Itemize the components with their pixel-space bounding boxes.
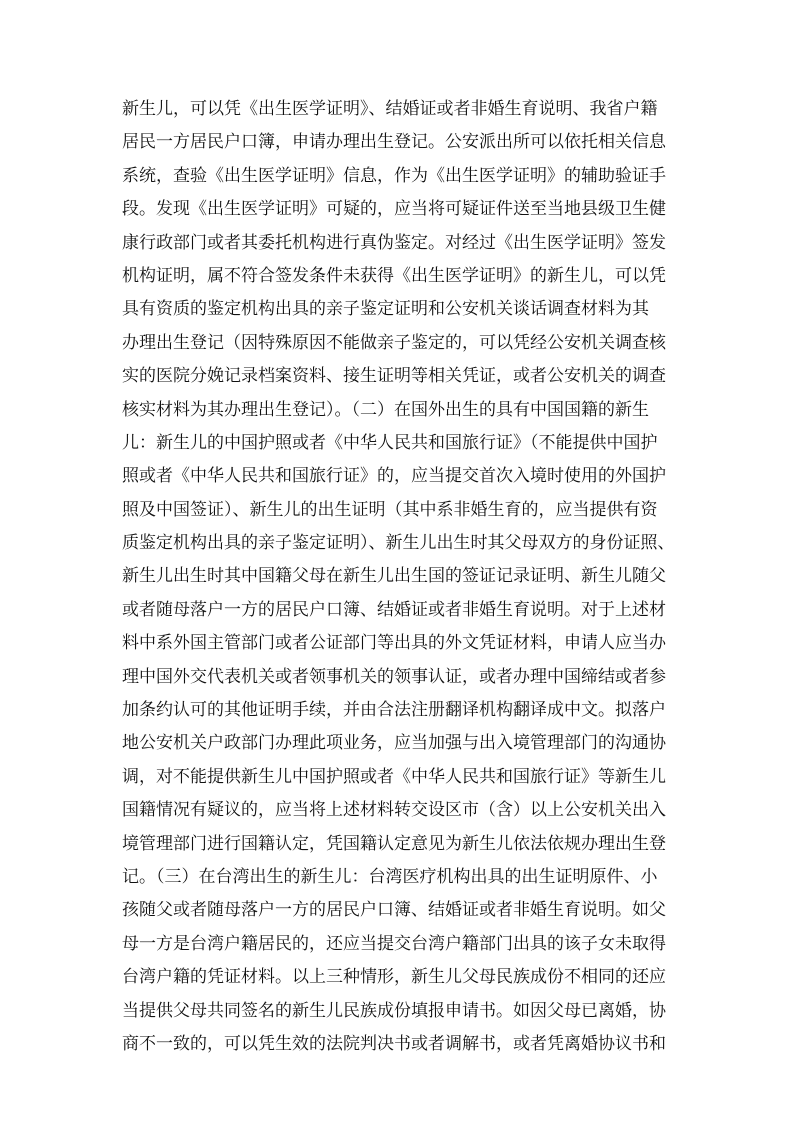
- text-line: 母一方是台湾户籍居民的，还应当提交台湾户籍部门出具的该子女未取得: [122, 933, 666, 954]
- text-line: 调，对不能提供新生儿中国护照或者《中华人民共和国旅行证》等新生儿: [122, 766, 666, 787]
- text-line: 理中国外交代表机关或者领事机关的领事认证，或者办理中国缔结或者参: [122, 666, 666, 687]
- text-line: 新生儿，可以凭《出生医学证明》、结婚证或者非婚生育说明、我省户籍: [122, 99, 658, 119]
- text-line: 儿：新生儿的中国护照或者《中华人民共和国旅行证》（不能提供中国护: [122, 432, 658, 453]
- text-line: 段。发现《出生医学证明》可疑的，应当将可疑证件送至当地县级卫生健: [122, 199, 666, 220]
- text-line: 境管理部门进行国籍认定，凭国籍认定意见为新生儿依法依规办理出生登: [122, 833, 666, 854]
- text-line: 实的医院分娩记录档案资料、接生证明等相关凭证，或者公安机关的调查: [122, 366, 666, 387]
- text-line: 康行政部门或者其委托机构进行真伪鉴定。对经过《出生医学证明》签发: [122, 232, 666, 253]
- text-line: 孩随父或者随母落户一方的居民户口簿、结婚证或者非婚生育说明。如父: [122, 900, 666, 921]
- text-line: 台湾户籍的凭证材料。以上三种情形，新生儿父母民族成份不相同的还应: [122, 967, 666, 988]
- text-line: 系统，查验《出生医学证明》信息，作为《出生医学证明》的辅助验证手: [122, 165, 666, 186]
- text-line: 新生儿出生时其中国籍父母在新生儿出生国的签证记录证明、新生儿随父: [122, 566, 666, 587]
- text-line: 地公安机关户政部门办理此项业务，应当加强与出入境管理部门的沟通协: [122, 733, 666, 754]
- text-line: 商不一致的，可以凭生效的法院判决书或者调解书，或者凭离婚协议书和: [122, 1033, 666, 1054]
- text-line: 核实材料为其办理出生登记）。（二）在国外出生的具有中国国籍的新生: [122, 399, 649, 420]
- text-line: 居民一方居民户口簿，申请办理出生登记。公安派出所可以依托相关信息: [122, 132, 666, 153]
- text-line: 国籍情况有疑议的，应当将上述材料转交设区市（含）以上公安机关出入: [122, 800, 666, 821]
- text-line: 或者随母落户一方的居民户口簿、结婚证或者非婚生育说明。对于上述材: [122, 599, 666, 620]
- text-line: 记。（三）在台湾出生的新生儿：台湾医疗机构出具的出生证明原件、小: [122, 866, 658, 887]
- text-line: 照或者《中华人民共和国旅行证》的，应当提交首次入境时使用的外国护: [122, 466, 666, 487]
- text-line: 当提供父母共同签名的新生儿民族成份填报申请书。如因父母已离婚，协: [122, 1000, 666, 1021]
- text-line: 办理出生登记（因特殊原因不能做亲子鉴定的，可以凭经公安机关调查核: [122, 332, 666, 353]
- body-text: [122, 93, 682, 1061]
- text-line: 具有资质的鉴定机构出具的亲子鉴定证明和公安机关谈话调查材料为其: [122, 299, 649, 320]
- text-line: 照及中国签证）、新生儿的出生证明（其中系非婚生育的，应当提供有资: [122, 499, 658, 520]
- text-line: 料中系外国主管部门或者公证部门等出具的外文凭证材料，申请人应当办: [122, 633, 666, 654]
- text-line: 质鉴定机构出具的亲子鉴定证明）、新生儿出生时其父母双方的身份证照、: [122, 533, 675, 554]
- text-line: 机构证明，属不符合签发条件未获得《出生医学证明》的新生儿，可以凭: [122, 265, 666, 286]
- text-line: 加条约认可的其他证明手续，并由合法注册翻译机构翻译成中文。拟落户: [122, 700, 666, 721]
